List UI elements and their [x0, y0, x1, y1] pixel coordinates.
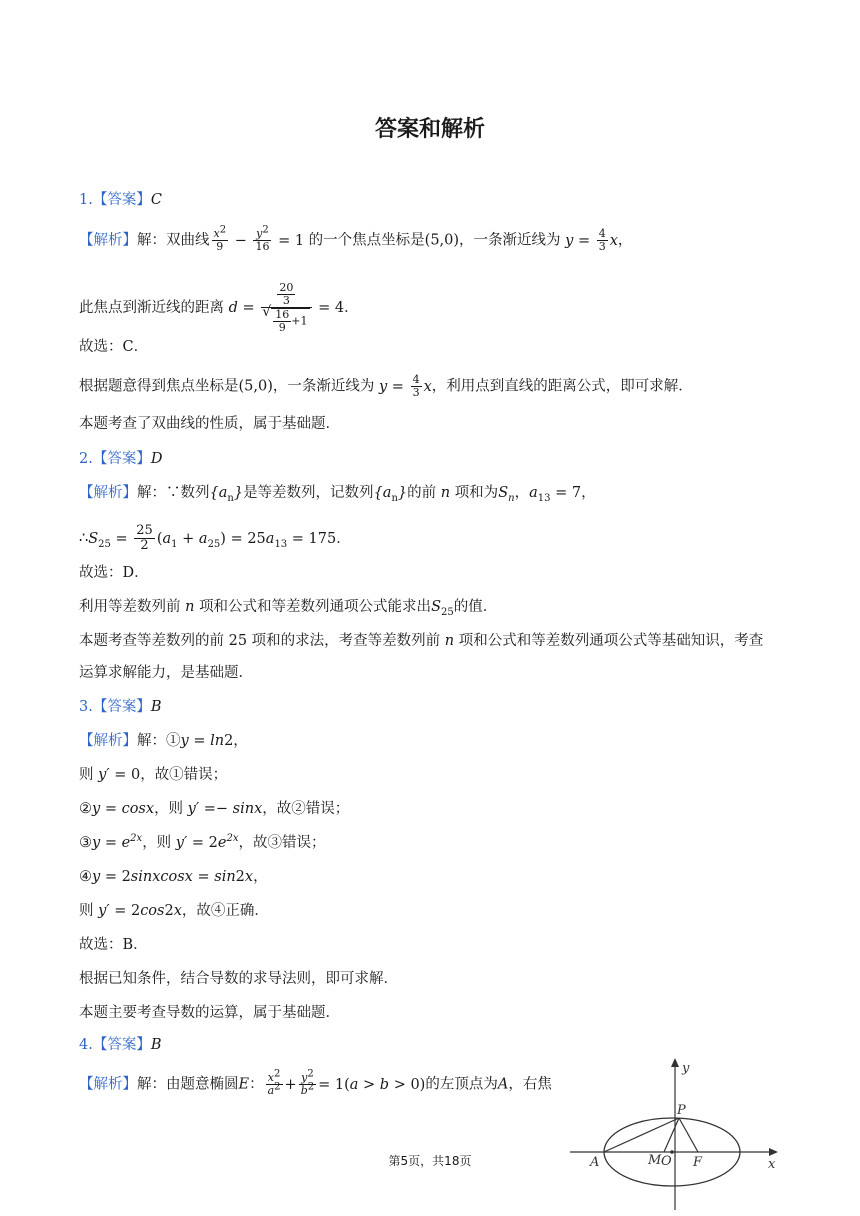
q2-number: 2.: [79, 451, 93, 467]
q3-analysis-line-6: 则 y′ = 2cos2x，故④正确．: [79, 903, 269, 919]
q2-analysis-line-2: $\therefore S_{25}$ = $\frac{25}{2}$ $(a_1 + a_{25}) = 25a_{13} = 175$．: [79, 523, 351, 553]
q4-choice: B: [150, 1037, 162, 1053]
q2-analysis-line-4: 利用等差数列前 n 项和公式和等差数列通项公式能求出$S_{25}$的值．: [79, 599, 498, 618]
q1-analysis-line-1: 【解析】解：双曲线 $\frac{x^2}{9}$ − $\frac{y^2}{16}$ = 1 的一个焦点坐标是(5,0)，一条渐近线为 y = $\frac{4}{3}$ x，: [79, 224, 633, 253]
q1-analysis-label: 【解析】: [79, 232, 137, 249]
asymptote-equation: y = $\frac{4}{3}$ x: [565, 227, 618, 253]
q3-choice: B: [150, 699, 162, 715]
point-f-label: F: [693, 1155, 703, 1170]
q1-number: 1.: [79, 192, 93, 208]
q4-answer-line: 4.【答案】B: [79, 1037, 162, 1053]
q3-analysis-line-9: 本题主要考查导数的运算，属于基础题．: [79, 1005, 340, 1021]
q2-choice: D: [150, 451, 163, 467]
page-footer: 第5页，共18页: [388, 1154, 472, 1168]
q3-answer-line: 3.【答案】B: [79, 699, 162, 715]
q1-answer-line: [79, 190, 162, 210]
point-a-label: A: [590, 1155, 600, 1170]
ellipse-diagram: [560, 1052, 790, 1212]
q4-number: 4.: [79, 1037, 93, 1053]
q3-analysis-line-5: ④y = 2sinxcosx = sin2x，: [79, 869, 268, 885]
q3-analysis-line-3: ②y = cosx，则 y′ =− sinx，故②错误；: [79, 801, 350, 817]
q2-analysis-line-3: 故选：D．: [79, 565, 149, 581]
page-title: 答案和解析: [374, 117, 485, 142]
q1-answer-label: 【答案】: [92, 192, 151, 208]
q3-analysis-line-4: ③y = $e^{2x}$，则 $y' = 2e^{2x}$，故③错误；: [79, 833, 326, 851]
x-axis-label: x: [768, 1157, 776, 1172]
q2-analysis-line-1: 【解析】解：∵数列$\{a_n\}$是等差数列，记数列$\{a_n\}$的前 n 项和为$S_n$，$a_{13} = 7$，: [79, 485, 596, 504]
q3-analysis-line-7: 故选：B．: [79, 937, 148, 953]
distance-formula: d = $\frac{20}{3}$ √ $\frac{16}{9}$ +1 = 4．: [229, 300, 359, 316]
point-p-label: P: [677, 1103, 686, 1118]
q1-analysis-line-5: 本题考查了双曲线的性质，属于基础题．: [79, 416, 340, 432]
y-axis-arrow-icon: [671, 1058, 679, 1067]
y-axis-label: y: [682, 1061, 690, 1076]
hyperbola-equation: $\frac{x^2}{9}$ − $\frac{y^2}{16}$ = 1: [213, 224, 305, 253]
q2-analysis-line-6: 运算求解能力，是基础题．: [79, 665, 253, 681]
q1-analysis-line-4: 根据题意得到焦点坐标是(5,0)，一条渐近线为 y = $\frac{4}{3}$ x，利用点到直线的距离公式，即可求解．: [79, 373, 693, 399]
segment-fp: [679, 1118, 698, 1152]
q2-answer-line: 2.【答案】D: [79, 451, 163, 467]
q4-analysis-line-1: 【解析】解：由题意椭圆E： $\frac{x^2}{a^2}$ + $\frac{y^2}{b^2}$ = 1(a > b > 0)的左顶点为A，右焦: [79, 1068, 552, 1097]
q3-analysis-line-2: 则 y′ = 0，故①错误；: [79, 767, 228, 783]
q3-analysis-line-1: 【解析】解：①y = ln2，: [79, 733, 248, 749]
segment-mp: [664, 1118, 679, 1152]
q3-analysis-line-8: 根据已知条件，结合导数的求导法则，即可求解．: [79, 971, 398, 987]
q1-analysis-line-3: 故选：C．: [79, 339, 149, 355]
point-o-label: O: [661, 1154, 672, 1169]
q1-analysis-line-2: 此焦点到渐近线的距离 d = $\frac{20}{3}$ √ $\frac{16}{9}$ +1 = 4．: [79, 282, 359, 334]
point-m-label: M: [648, 1153, 662, 1168]
q2-analysis-line-5: 本题考查等差数列的前 25 项和的求法，考查等差数列前 n 项和公式和等差数列通项公式等基础知识，考查: [79, 633, 764, 649]
q3-number: 3.: [79, 699, 93, 715]
segment-ap: [604, 1118, 679, 1152]
q1-choice: C: [150, 192, 162, 208]
